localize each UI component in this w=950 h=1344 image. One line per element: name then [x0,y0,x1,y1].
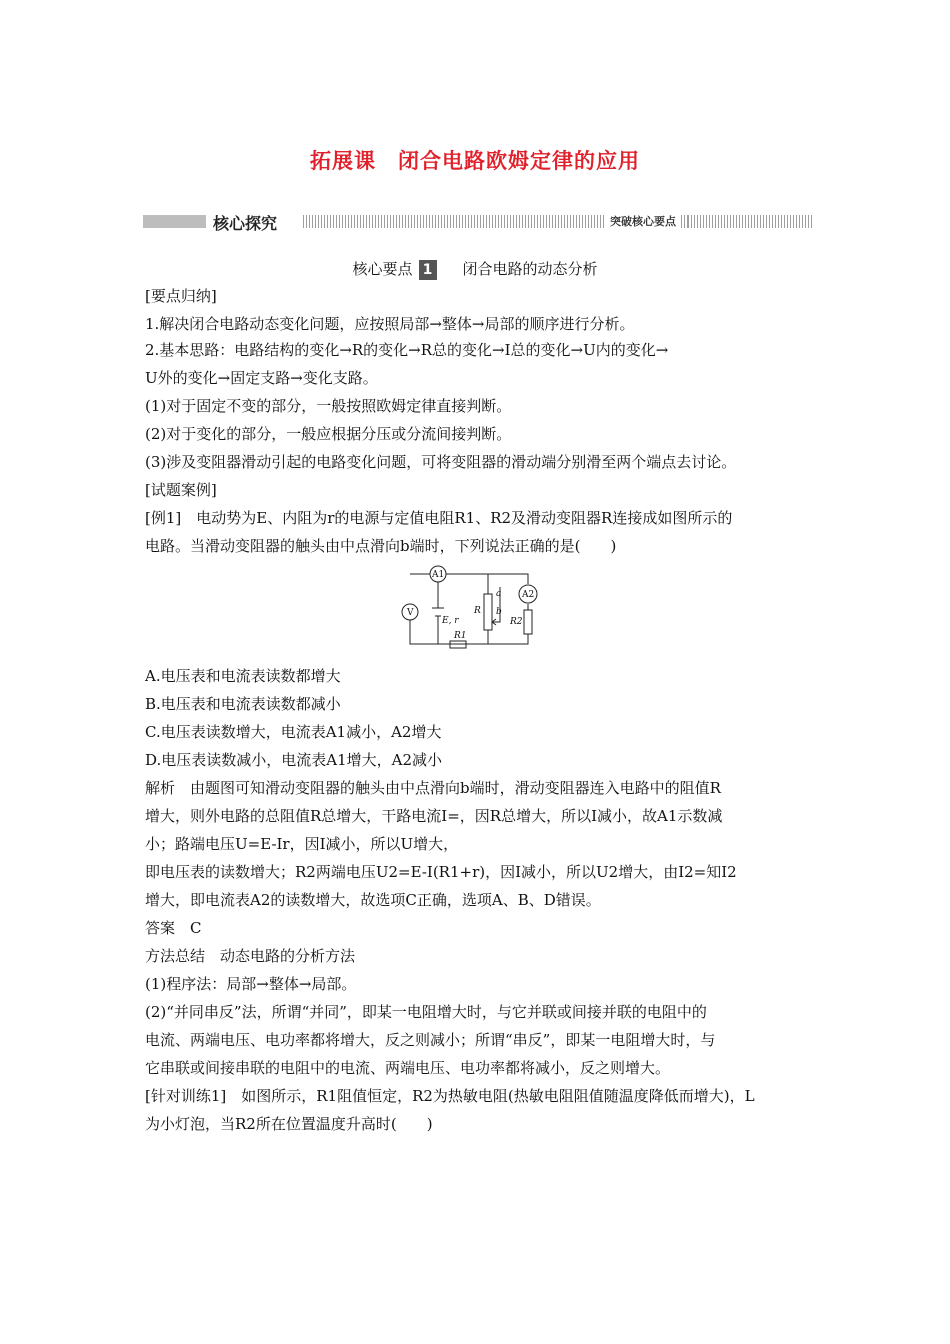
banner-right-label: 突破核心要点 [606,213,680,229]
text-line: 增大，即电流表A2的读数增大，故选项C正确，选项A、B、D错误。 [145,891,601,909]
section-prefix: 核心要点 [352,260,413,278]
text-line: [例1] 电动势为E、内阻为r的电源与定值电阻R1、R2及滑动变阻器R连接成如图所示的 [145,509,733,527]
text-line: (3)涉及变阻器滑动引起的电路变化问题，可将变阻器的滑动端分别滑至两个端点去讨论。 [145,453,737,471]
label-er: E, r [442,616,459,626]
text-line: 增大，则外电路的总阻值R总增大，干路电流I=，因R总增大，所以I减小，故A1示数减 [145,807,723,825]
text-line: (2)对于变化的部分，一般应根据分压或分流间接判断。 [145,425,512,443]
text-line: (2)“并同串反”法，所谓“并同”，即某一电阻增大时，与它并联或间接并联的电阻中的 [145,1003,707,1021]
text-line: (1)对于固定不变的部分，一般按照欧姆定律直接判断。 [145,397,512,415]
banner-label: 核心探究 [213,214,278,233]
text-line: A.电压表和电流表读数都增大 [145,667,341,685]
label-r: R [474,606,481,616]
text-line: (1)程序法：局部→整体→局部。 [145,975,357,993]
banner-left-bar [143,215,206,228]
text-line: U外的变化→固定支路→变化支路。 [145,369,378,387]
text-line: [针对训练1] 如图所示，R1阻值恒定，R2为热敏电阻(热敏电阻阻值随温度降低而增大)，L [145,1087,755,1105]
label-a: a [496,589,502,599]
text-line: C.电压表读数增大，电流表A1减小，A2增大 [145,723,442,741]
text-line: B.电压表和电流表读数都减小 [145,695,341,713]
label-v: V [407,608,414,618]
text-line: 答案 C [145,919,202,937]
text-line: 2.基本思路：电路结构的变化→R的变化→R总的变化→I总的变化→U内的变化→ [145,341,669,359]
text-line: D.电压表读数减小，电流表A1增大，A2减小 [145,751,443,769]
label-r2: R2 [510,617,523,627]
banner-right-hatch [688,215,813,228]
text-line: 即电压表的读数增大；R2两端电压U2=E-I(R1+r)，因I减小，所以U2增大，由I2=知I2 [145,863,737,881]
section-title: 闭合电路的动态分析 [462,260,598,278]
text-line: 1.解决闭合电路动态变化问题，应按照局部→整体→局部的顺序进行分析。 [145,315,635,333]
text-line: 小；路端电压U=E-Ir，因I减小，所以U增大， [145,835,459,853]
circuit-diagram [398,562,548,657]
text-line: 它串联或间接串联的电阻中的电流、两端电压、电功率都将减小，反之则增大。 [145,1059,671,1077]
text-line: 方法总结 动态电路的分析方法 [145,947,356,965]
section-number: 1 [419,260,437,280]
section-banner [143,210,813,234]
text-line: 电路。当滑动变阻器的触头由中点滑向b端时，下列说法正确的是( ) [145,537,617,555]
section-heading [0,258,950,280]
text-line: [要点归纳] [145,287,217,305]
page-title: 拓展课 闭合电路欧姆定律的应用 [310,149,640,173]
text-line: [试题案例] [145,481,217,499]
label-b: b [496,607,502,617]
text-line: 电流、两端电压、电功率都将增大，反之则减小；所谓“串反”，即某一电阻增大时，与 [145,1031,716,1049]
text-line: 解析 由题图可知滑动变阻器的触头由中点滑向b端时，滑动变阻器连入电路中的阻值R [145,779,721,797]
label-r1: R1 [454,631,467,641]
text-line: 为小灯泡，当R2所在位置温度升高时( ) [145,1115,433,1133]
label-a2: A2 [522,590,535,600]
label-a1: A1 [432,570,445,580]
